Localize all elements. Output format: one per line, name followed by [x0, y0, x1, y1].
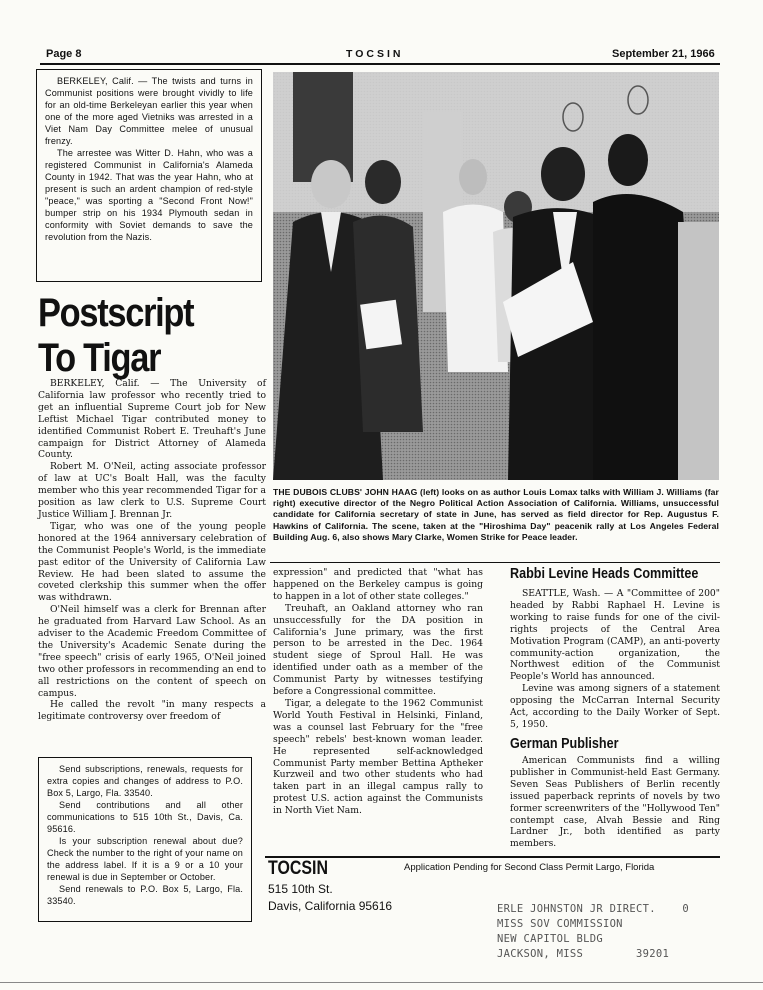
- footer-logo: TOCSIN: [268, 858, 329, 879]
- mailing-label-line-2: MISS SOV COMMISSION: [497, 918, 623, 930]
- footer-rule: [265, 856, 720, 858]
- issue-date: September 21, 1966: [612, 48, 715, 60]
- subscription-box: [38, 757, 252, 922]
- mailing-label-line-1: ERLE JOHNSTON JR DIRECT. 0: [497, 903, 690, 915]
- main-headline-line-2: To Tigar: [38, 336, 161, 380]
- photo-caption: THE DUBOIS CLUBS' JOHN HAAG (left) looks on as author Louis Lomax talks with William J. Williams (far right) executive director of the Negro Political Action Association of California. Williams, unsuccessful candidate for California secretary of state in June, has served as field director for Rep. Augustus F. Hawkins of California. The scene, taken at the "Hiroshima Day" peacenik rally at Los Angeles Federal Building Aug. 6, also shows Mary Clarke, Women Strike for Peace leader.: [273, 487, 719, 542]
- mailing-label-line-3: NEW CAPITOL BLDG: [497, 933, 603, 945]
- masthead: TOCSIN: [346, 48, 404, 60]
- rally-photo: [273, 72, 719, 480]
- top-story-paragraph-2: The arrestee was Witter D. Hahn, who was a registered Communist in California's Alameda County in 1942. That was the year Hahn, who at present is such an ardent champion of red-style "peace," was sporting a "Second Front Now!" bumper strip on his 1934 Plymouth sedan in conformity with Soviet demands to save the revolution from the Nazis.: [45, 148, 253, 242]
- main-story-p1: BERKELEY, Calif. — The University of California law professor who recently tried to get an influential Supreme Court job for New Leftist Michael Tigar contributed money to identified Communist Robert E. Treuhaft's June campaign for District Attorney of Alameda County.: [38, 378, 266, 461]
- main-story-column-2: [273, 567, 483, 817]
- page-number: Page 8: [46, 48, 82, 60]
- rabbi-story-p2: Levine was among signers of a statement opposing the McCarran Internal Security Act, according to the Daily Worker of Sept. 5, 1950.: [510, 683, 720, 730]
- footer-address-line-2: Davis, California 95616: [268, 899, 393, 913]
- main-story-column-1: [38, 378, 266, 723]
- main-story-continuation-p2: Treuhaft, an Oakland attorney who ran unsuccessfully for the DA position in California's June primary, was the first person to be arrested in the Dec. 1964 student siege of Sproul Hall. He was identified under oath as a member of the Communist Party by witnesses testifying before a Congressional committee.: [273, 602, 483, 698]
- mailing-permit-notice: Application Pending for Second Class Permit Largo, Florida: [404, 862, 655, 873]
- subscription-paragraph-4: Send renewals to P.O. Box 5, Largo, Fla. 33540.: [47, 884, 243, 906]
- top-story-paragraph-1: BERKELEY, Calif. — The twists and turns in Communist positions were brought vividly to life for an old-time Berkeleyan earlier this year when one of the more aged Vietniks was arrested in a Viet Nam Day Committee melee of unusual frenzy.: [45, 76, 253, 146]
- rally-photo-image: [273, 72, 719, 480]
- rabbi-story-p1: SEATTLE, Wash. — A "Committee of 200" headed by Rabbi Raphael H. Levine is working to raise funds for one of the civil-rights projects of the Central Area Motivation Program (CAMP), an anti-poverty community-action organization, the Northwest edition of the Communist People's World has announced.: [510, 588, 720, 683]
- subscription-paragraph-2: Send contributions and all other communications to 515 10th St., Davis, Ca. 95616.: [47, 800, 243, 834]
- mailing-label: [497, 902, 689, 962]
- subscription-paragraph-1: Send subscriptions, renewals, requests for extra copies and changes of address to P.O. Box 5, Largo, Fla. 33540.: [47, 764, 243, 798]
- page-edge-rule: [0, 982, 763, 983]
- top-story-box: [36, 69, 262, 282]
- german-story-p1: American Communists find a willing publisher in Communist-held East Germany. Seven Seas Publishers of Berlin recently issued paperback reprints of novels by two former screenwriters of the "Hollywood Ten" contempt case, Alvah Bessie and Ring Lardner Jr., both identified as party members.: [510, 755, 720, 850]
- rabbi-story-body: [510, 588, 720, 731]
- german-headline: German Publisher: [510, 735, 619, 752]
- subscription-paragraph-3: Is your subscription renewal about due? Check the number to the right of your name on the address label. If it is a 9 or a 10 your renewal is due in September or October.: [47, 836, 243, 882]
- german-story-body: [510, 755, 720, 850]
- caption-rule: [270, 562, 720, 563]
- main-story-p5: He called the revolt "in many respects a legitimate controversy over freedom of: [38, 699, 266, 723]
- main-story-p2: Robert M. O'Neil, acting associate professor of law at UC's Boalt Hall, was the faculty member who this year recommended Tigar for a position as law clerk to U.S. Supreme Court Justice William J. Brennan Jr.: [38, 461, 266, 520]
- header-rule: [40, 63, 720, 65]
- main-story-continuation-p1: expression" and predicted that "what has happened on the Berkeley campus is going to happen in a lot of other state colleges.": [273, 567, 483, 602]
- main-headline-line-1: Postscript: [38, 291, 194, 335]
- mailing-label-line-4: JACKSON, MISS 39201: [497, 948, 670, 960]
- rabbi-headline: Rabbi Levine Heads Committee: [510, 565, 699, 582]
- footer-address-line-1: 515 10th St.: [268, 882, 333, 896]
- main-story-continuation-p3: Tigar, a delegate to the 1962 Communist World Youth Festival in Helsinki, Finland, was a counsel last February for the "free speech" rebels' best-known woman leader. He represented self-acknowledged Communist Party member Bettina Aptheker Kurzweil and two other students who had taken part in an illegal campus rally to protest U.S. action against the Communists in North Viet Nam.: [273, 697, 483, 817]
- main-story-p3: Tigar, who was one of the young people honored at the 1964 anniversary celebration of the Communist People's World, is the immediate past editor of the University of California Law Review. He had been slated to assume the coveted clerkship this summer when the offer was withdrawn.: [38, 520, 266, 604]
- main-story-p4: O'Neil himself was a clerk for Brennan after he graduated from Harvard Law School. As an adviser to the Academic Freedom Committee of the University's Academic Senate during the "free speech" crisis of early 1965, O'Neil joined two other professors in recommending an end to all restrictions on the content of speech on campus.: [38, 604, 266, 699]
